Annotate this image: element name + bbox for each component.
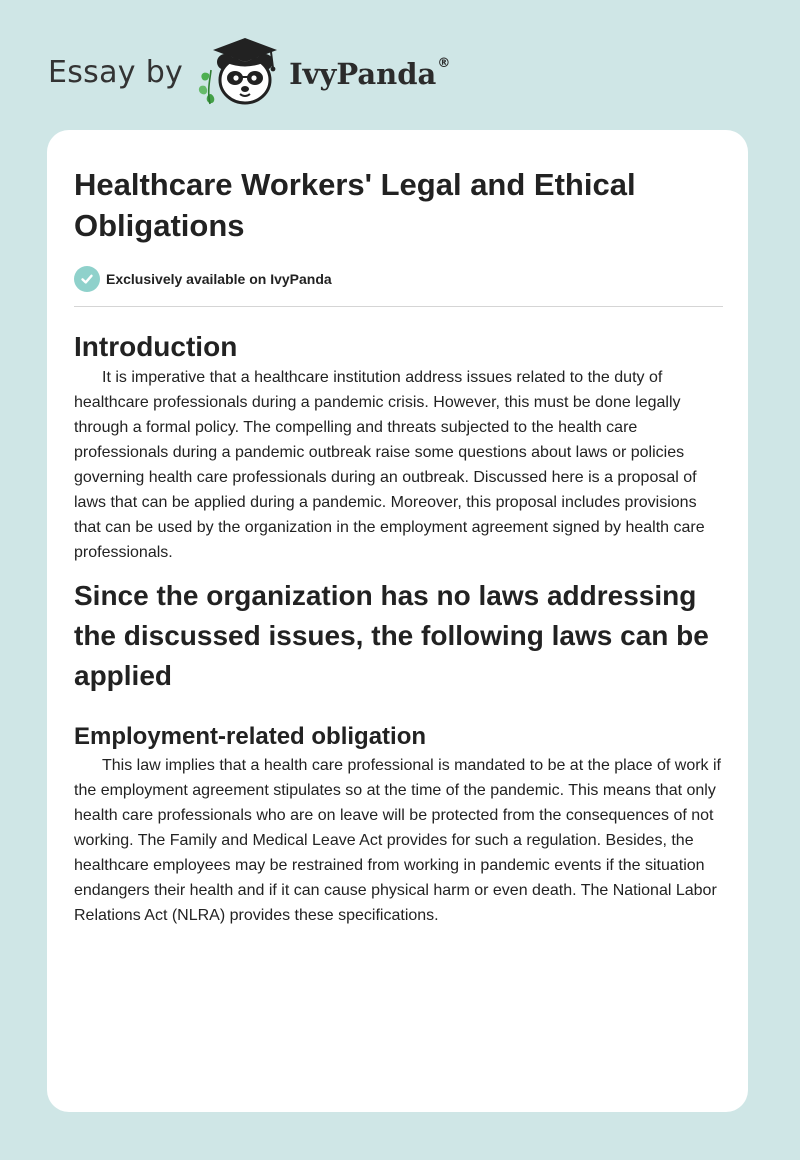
- divider: [74, 306, 723, 307]
- essay-card: [47, 130, 748, 1112]
- exclusive-badge: [74, 266, 722, 292]
- page-title: Healthcare Workers' Legal and Ethical Obligations: [74, 167, 636, 243]
- brand-name: IvyPanda: [289, 57, 437, 91]
- panda-logo-icon: [191, 36, 287, 108]
- checkmark-icon: [74, 266, 100, 292]
- registered-mark: ®: [437, 56, 451, 71]
- section-heading-introduction: Introduction: [74, 331, 238, 362]
- paragraph-introduction: It is imperative that a healthcare institution address issues related to the duty of healthcare professionals during a pandemic crisis. However, this must be done legally through a formal policy. The compelling and threats subjected to the health care professionals during a pandemic outbreak raise some questions about laws or policies governing health care professionals during an outbreak. Discussed here is a proposal of laws that can be applied during a pandemic. Moreover, this proposal includes provisions that can be used by the organization in the employment agreement signed by health care professionals.: [74, 369, 705, 561]
- section-heading-laws: Since the organization has no laws addressing the discussed issues, the following laws can be applied: [74, 580, 709, 691]
- brand-header[interactable]: [48, 36, 450, 108]
- brand-prefix: Essay by: [48, 54, 184, 90]
- paragraph-employment-obligation: This law implies that a health care professional is mandated to be at the place of work if the employment agreement stipulates so at the time of the pandemic. This means that only health care professionals who are on leave will be protected from the consequences of not working. The Family and Medical Leave Act provides for such a regulation. Besides, the healthcare employees may be restrained from working in pandemic events if the situation endangers their health and if it can cause physical harm or even death. The National Labor Relations Act (NLRA) provides these specifications.: [74, 757, 721, 924]
- badge-label: Exclusively available on IvyPanda: [106, 271, 332, 287]
- subheading-employment-obligation: Employment-related obligation: [74, 723, 427, 750]
